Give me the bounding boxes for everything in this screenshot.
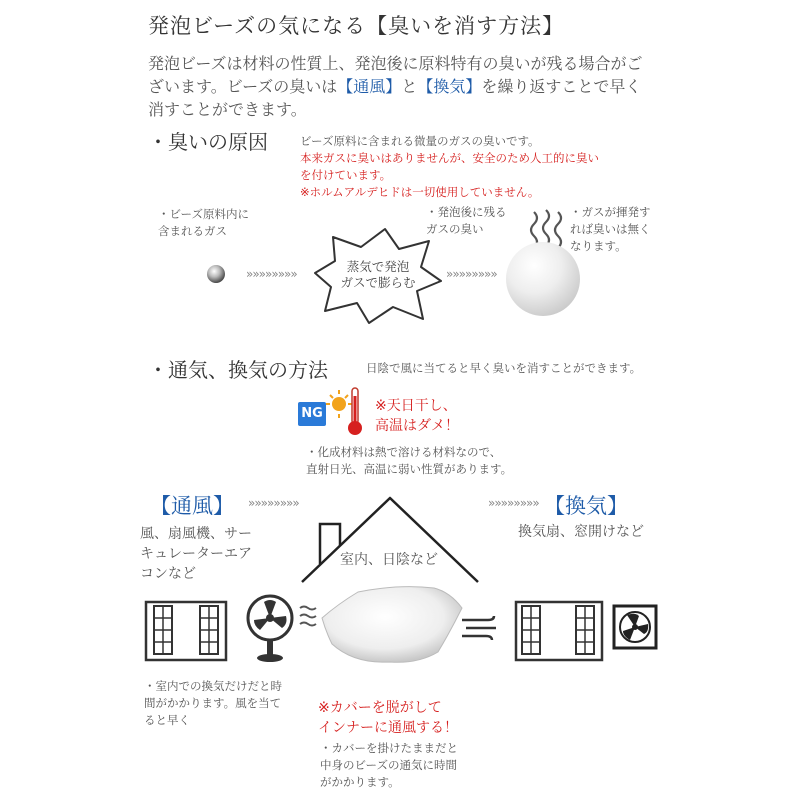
cover-note-line2: 中身のビーズの通気に時間 — [320, 758, 457, 772]
left-note-line3: ると早く — [144, 713, 190, 727]
step1-line2: 含まれるガス — [158, 224, 227, 238]
house-label: 室内、日陰など — [340, 552, 438, 568]
cover-note-line1: ・カバーを掛けたままだと — [320, 741, 458, 755]
intro-line1: 発泡ビーズは材料の性質上、発泡後に原料特有の臭いが残る場合がご — [148, 54, 643, 73]
intro-line2a: ざいます。ビーズの臭いは — [148, 77, 338, 96]
tsufuu-desc-line3: コンなど — [140, 566, 196, 582]
heat-warning — [375, 396, 459, 436]
arrow-4: »»»»»»»» — [488, 496, 539, 510]
fan-icon — [244, 594, 296, 666]
method-note — [306, 444, 512, 478]
house-outline-icon — [296, 494, 486, 594]
cause-desc: ビーズ原料に含まれる微量のガスの臭いです。 — [300, 134, 540, 148]
method-desc: 日陰で風に当てると早く臭いを消すことができます。 — [366, 361, 642, 375]
left-note — [144, 678, 282, 729]
left-note-line2: 間がかかります。風を当て — [144, 696, 282, 710]
method-note-line1: ・化成材料は熱で溶ける材料なので、 — [306, 445, 502, 459]
burst-line1: 蒸気で発泡 — [346, 259, 410, 274]
step2-label — [426, 204, 507, 238]
tsufuu-desc-line2: キュレーターエア — [140, 546, 252, 562]
step3-line2: れば臭いは無く — [570, 222, 651, 236]
cushion-icon — [318, 582, 466, 668]
window-icon — [144, 600, 228, 664]
tsufuu-heading: 【通風】 — [150, 494, 234, 518]
wind-small-icon — [298, 604, 320, 628]
cover-warning-line1: ※カバーを脱がして — [318, 700, 442, 716]
arrow-1: »»»»»»»» — [246, 267, 297, 281]
expanded-bead-icon — [506, 242, 580, 316]
step1-line1: ・ビーズ原料内に — [158, 207, 249, 221]
method-heading: ・通気、換気の方法 — [148, 358, 328, 382]
intro-line2 — [148, 75, 668, 98]
step3-label — [570, 204, 651, 255]
intro-kanki: 【換気】 — [417, 77, 482, 96]
cover-warning-line2: インナーに通風する！ — [318, 720, 458, 736]
tsufuu-desc — [140, 524, 252, 584]
step2-line2: ガスの臭い — [426, 222, 484, 236]
cause-red-line2: を付けています。 — [300, 168, 392, 182]
cause-heading: ・臭いの原因 — [148, 130, 268, 154]
cause-red-note — [300, 150, 599, 201]
cover-note-line3: がかかります。 — [320, 775, 400, 789]
cause-red-line1: 本来ガスに臭いはありませんが、安全のため人工的に臭い — [300, 151, 599, 165]
arrow-2: »»»»»»»» — [446, 267, 497, 281]
burst-line2: ガスで膨らむ — [340, 275, 416, 290]
intro-to: と — [401, 77, 418, 96]
tsufuu-desc-line1: 風、扇風機、サー — [140, 526, 252, 542]
wind-icon — [460, 614, 500, 642]
heat-warning-line2: 高温はダメ！ — [375, 418, 459, 434]
intro-line3: 消すことができます。 — [148, 100, 307, 119]
cover-warning — [318, 698, 458, 738]
left-note-line1: ・室内での換気だけだと時 — [144, 679, 282, 693]
step3-line1: ・ガスが揮発す — [570, 205, 651, 219]
intro-text — [148, 52, 668, 121]
arrow-3: »»»»»»»» — [248, 496, 299, 510]
heat-warning-line1: ※天日干し、 — [375, 398, 457, 414]
kanki-heading: 【換気】 — [544, 494, 628, 518]
step1-label — [158, 206, 249, 240]
step3-line3: なります。 — [570, 239, 627, 253]
page-title: 発泡ビーズの気になる【臭いを消す方法】 — [148, 14, 565, 38]
kanki-desc: 換気扇、窓開けなど — [518, 524, 644, 540]
ventilation-fan-icon — [612, 604, 658, 650]
bead-icon — [207, 265, 225, 283]
method-note-line2: 直射日光、高温に弱い性質があります。 — [306, 462, 513, 476]
cover-note — [320, 740, 458, 791]
window-right-icon — [514, 600, 604, 664]
intro-line2b: を繰り返すことで早く — [481, 77, 642, 96]
intro-tsufuu: 【通風】 — [337, 77, 402, 96]
burst-label — [336, 259, 420, 291]
thermometer-icon — [346, 386, 364, 438]
step2-line1: ・発泡後に残る — [426, 205, 507, 219]
cause-red-line3: ※ホルムアルデヒドは一切使用していません。 — [300, 185, 540, 199]
ng-badge: NG — [298, 402, 326, 426]
